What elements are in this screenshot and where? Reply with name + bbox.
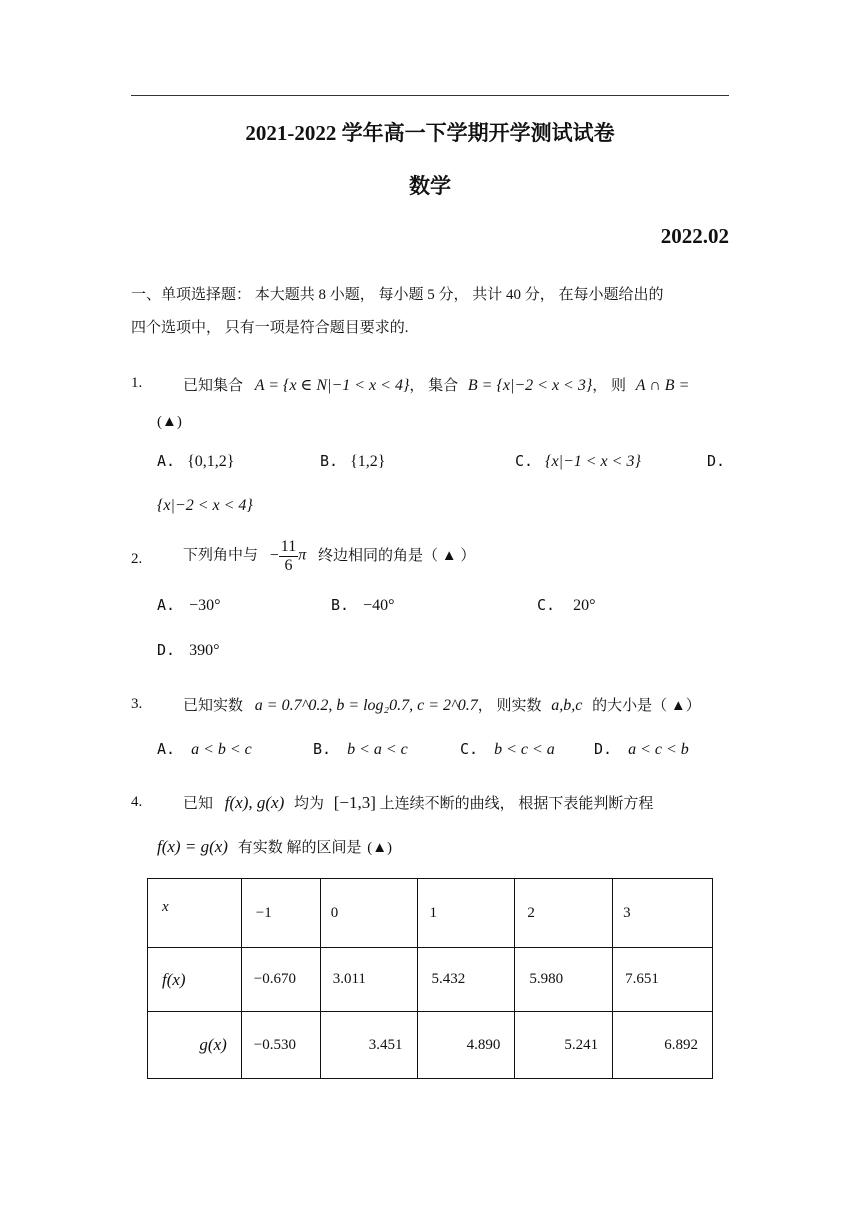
- table-cell: 3: [613, 879, 713, 948]
- question-1-stem: [183, 374, 689, 395]
- option-text: b < a < c: [347, 741, 408, 758]
- option-label: B.: [320, 452, 339, 470]
- fraction-denominator: 6: [284, 556, 293, 574]
- minus-sign: −: [269, 546, 279, 564]
- question-4-stem-line2: [157, 836, 392, 857]
- question-number: 3.: [131, 696, 143, 712]
- option-label: D.: [707, 452, 726, 470]
- option-a[interactable]: [157, 740, 252, 759]
- option-text: 20°: [573, 597, 596, 614]
- stem-text: ， 集合: [409, 378, 459, 394]
- option-label: A.: [157, 452, 176, 470]
- option-a[interactable]: [157, 596, 220, 615]
- question-number: 1.: [131, 375, 143, 391]
- option-b[interactable]: [320, 452, 385, 471]
- option-label: B.: [331, 596, 350, 614]
- header-rule: [131, 95, 729, 96]
- table-cell: −0.530: [241, 1012, 320, 1079]
- table-cell: 6.892: [613, 1012, 713, 1079]
- table-cell: −1: [241, 879, 320, 948]
- option-text: {1,2}: [350, 453, 386, 470]
- option-a[interactable]: [157, 452, 234, 471]
- intersection-expression: A ∩ B =: [635, 377, 690, 394]
- option-label: A.: [157, 740, 176, 758]
- option-b[interactable]: [331, 596, 394, 615]
- subject-title: 数学: [409, 174, 451, 198]
- option-d[interactable]: [594, 740, 689, 759]
- option-text: −40°: [363, 597, 395, 614]
- option-c[interactable]: [515, 452, 641, 471]
- table-cell: 1: [417, 879, 515, 948]
- pi-symbol: π: [298, 546, 307, 564]
- option-label: C.: [460, 740, 479, 758]
- exam-date: 2022.02: [660, 224, 729, 248]
- table-cell: 3.011: [320, 948, 417, 1012]
- table-cell: 3.451: [320, 1012, 417, 1079]
- table-cell: 7.651: [613, 948, 713, 1012]
- option-b[interactable]: [313, 740, 408, 759]
- option-text: {0,1,2}: [187, 453, 235, 470]
- table-cell: 5.432: [417, 948, 515, 1012]
- section-heading-line1: 一、单项选择题： 本大题共 8 小题， 每小题 5 分， 共计 40 分， 在每小题给出的: [131, 287, 664, 303]
- option-label: D.: [594, 740, 613, 758]
- stem-text: 均为: [293, 796, 324, 812]
- option-text: b < c < a: [494, 741, 555, 758]
- option-label: A.: [157, 596, 176, 614]
- answer-mark: (▲): [157, 414, 182, 430]
- fraction: [279, 538, 298, 574]
- table-row: [148, 948, 713, 1012]
- stem-text: 已知: [183, 796, 214, 812]
- option-c[interactable]: [537, 596, 595, 615]
- stem-text: 的大小是（ ▲）: [592, 698, 701, 714]
- stem-text: 下列角中与: [183, 547, 259, 564]
- question-number: 2.: [131, 551, 143, 567]
- table-cell: x: [148, 879, 242, 948]
- stem-text: 有实数 解的区间是: [237, 840, 362, 856]
- question-number: 4.: [131, 794, 143, 810]
- option-label: B.: [313, 740, 332, 758]
- values-table: [147, 878, 713, 1079]
- option-d[interactable]: [157, 641, 219, 660]
- option-d[interactable]: [707, 452, 725, 471]
- option-label: D.: [157, 641, 176, 659]
- option-d-text: {x|−2 < x < 4}: [157, 497, 253, 514]
- stem-text: 终边相同的角是（ ▲ ）: [317, 547, 476, 564]
- table-header-row: [148, 879, 713, 948]
- table-cell: 0: [320, 879, 417, 948]
- table-cell: f(x): [148, 948, 242, 1012]
- option-text: a < b < c: [191, 741, 252, 758]
- stem-text: 已知实数: [183, 698, 244, 714]
- exam-title: 2021-2022 学年高一下学期开学测试试卷: [245, 121, 615, 145]
- table-cell: 5.241: [515, 1012, 613, 1079]
- option-c[interactable]: [460, 740, 555, 759]
- fraction-numerator: 11: [280, 538, 297, 555]
- table-cell: g(x): [148, 1012, 242, 1079]
- variables: a,b,c: [551, 697, 583, 714]
- set-a-expression: A = {x ∈ N|−1 < x < 4}: [254, 377, 410, 394]
- option-text: 390°: [189, 642, 220, 659]
- table-row: [148, 1012, 713, 1079]
- equation: f(x) = g(x): [157, 837, 228, 856]
- stem-text: ， 则实数: [477, 698, 542, 714]
- option-label: C.: [537, 596, 556, 614]
- table-cell: 4.890: [417, 1012, 515, 1079]
- answer-mark: (▲): [367, 840, 393, 856]
- section-heading-line2: 四个选项中， 只有一项是符合题目要求的.: [131, 320, 409, 336]
- question-3-stem: [183, 694, 701, 715]
- table-cell: 5.980: [515, 948, 613, 1012]
- option-text: −30°: [189, 597, 221, 614]
- question-4-stem: [183, 792, 653, 813]
- stem-text: 已知集合: [183, 378, 244, 394]
- question-2-stem: [183, 538, 475, 574]
- comparison-expression: a = 0.7^0.2, b = log₂0.7, c = 2^0.7: [254, 697, 478, 714]
- option-text: {x|−1 < x < 3}: [545, 453, 641, 470]
- table-cell: 2: [515, 879, 613, 948]
- function-names: f(x), g(x): [224, 793, 285, 812]
- set-b-expression: B = {x|−2 < x < 3}: [467, 377, 593, 394]
- stem-text: 上连续不断的曲线， 根据下表能判断方程: [379, 796, 654, 812]
- option-label: C.: [515, 452, 534, 470]
- interval: [−1,3]: [333, 793, 376, 812]
- stem-text: ， 则: [592, 378, 626, 394]
- option-text: a < c < b: [628, 741, 689, 758]
- table-cell: −0.670: [241, 948, 320, 1012]
